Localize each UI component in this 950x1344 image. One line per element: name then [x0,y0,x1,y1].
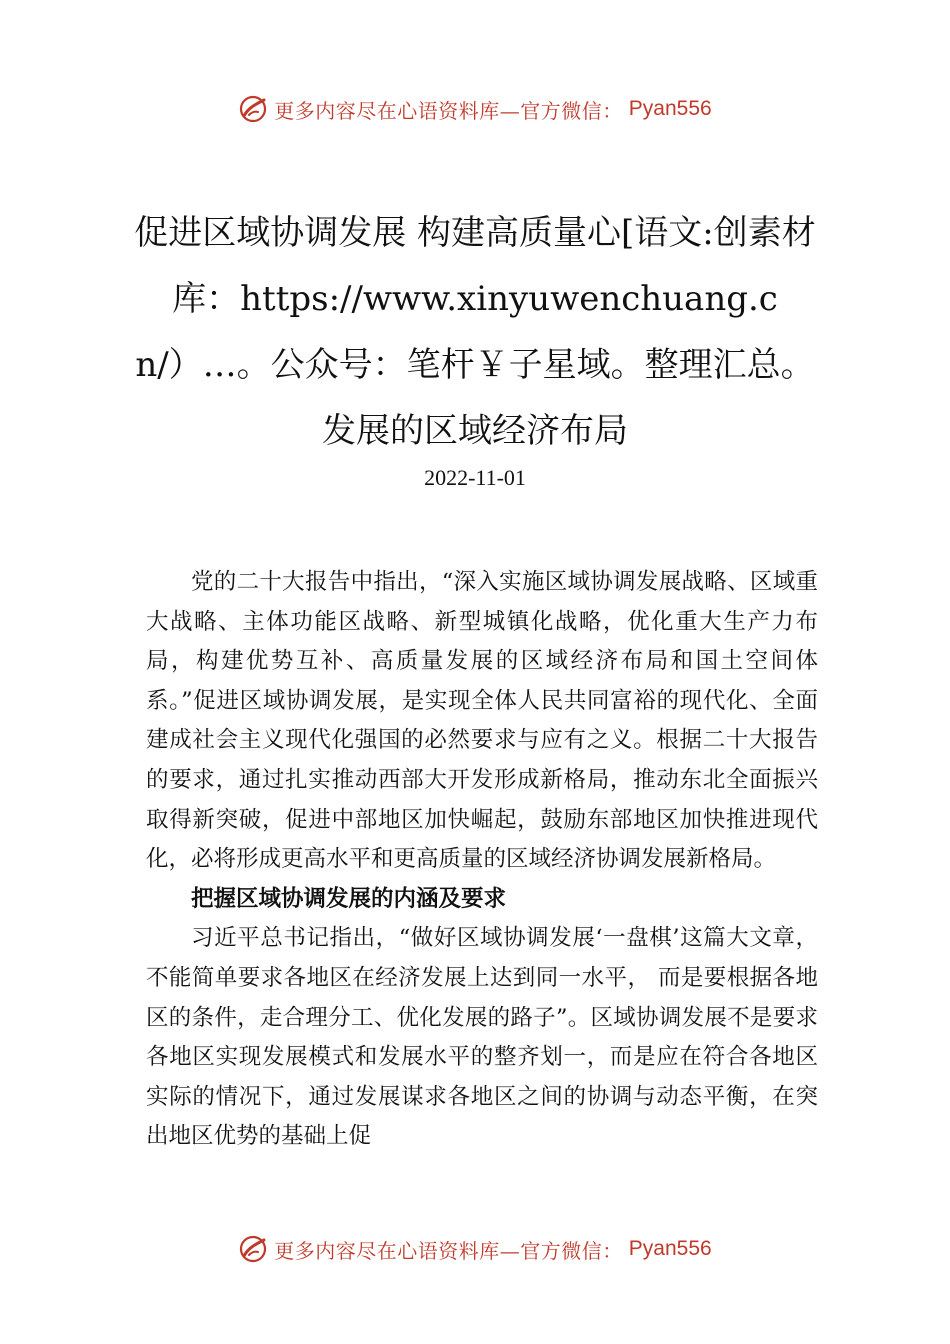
watermark-banner-top [0,94,950,124]
brush-logo-icon [238,1234,268,1264]
watermark-text: 更多内容尽在心语资料库—官方微信： [274,1238,623,1263]
brush-logo-icon [238,94,268,124]
watermark-wechat-id: Pyan556 [628,1237,712,1260]
document-body [146,563,818,1157]
watermark-banner-bottom [0,1234,950,1264]
watermark-wechat-id: Pyan556 [628,97,712,120]
paragraph: 习近平总书记指出，“做好区域协调发展‘一盘棋’这篇大文章，不能简单要求各地区在经济发展上达到同一水平， 而是要根据各地区的条件，走合理分工、优化发展的路子”。区域协调发展不是要求各地区实现发展模式和发展水平的整齐划一，而是应在符合各地区实际的情况下，通过发展谋求各地区之间的协调与动态平衡，在突出地区优势的基础上促 [146,925,818,1150]
paragraph: 党的二十大报告中指出，“深入实施区域协调发展战略、区域重大战略、主体功能区战略、新型城镇化战略，优化重大生产力布局，构建优势互补、高质量发展的区域经济布局和国土空间体系。”促进区域协调发展，是实现全体人民共同富裕的现代化、全面建成社会主义现代化强国的必然要求与应有之义。根据二十大报告的要求，通过扎实推动西部大开发形成新格局，推动东北全面振兴取得新突破，促进中部地区加快崛起，鼓励东部地区加快推进现代化，必将形成更高水平和更高质量的区域经济协调发展新格局。 [146,569,818,873]
document-title: 促进区域协调发展 构建高质量心[语文:创素材库：https://www.xinyuwenchuang.cn/）…。公众号：笔杆￥子星域。整理汇总。发展的区域经济布局 [134,213,816,451]
section-heading: 把握区域协调发展的内涵及要求 [191,885,507,912]
watermark-text: 更多内容尽在心语资料库—官方微信： [274,98,623,123]
document-date: 2022-11-01 [424,465,526,490]
